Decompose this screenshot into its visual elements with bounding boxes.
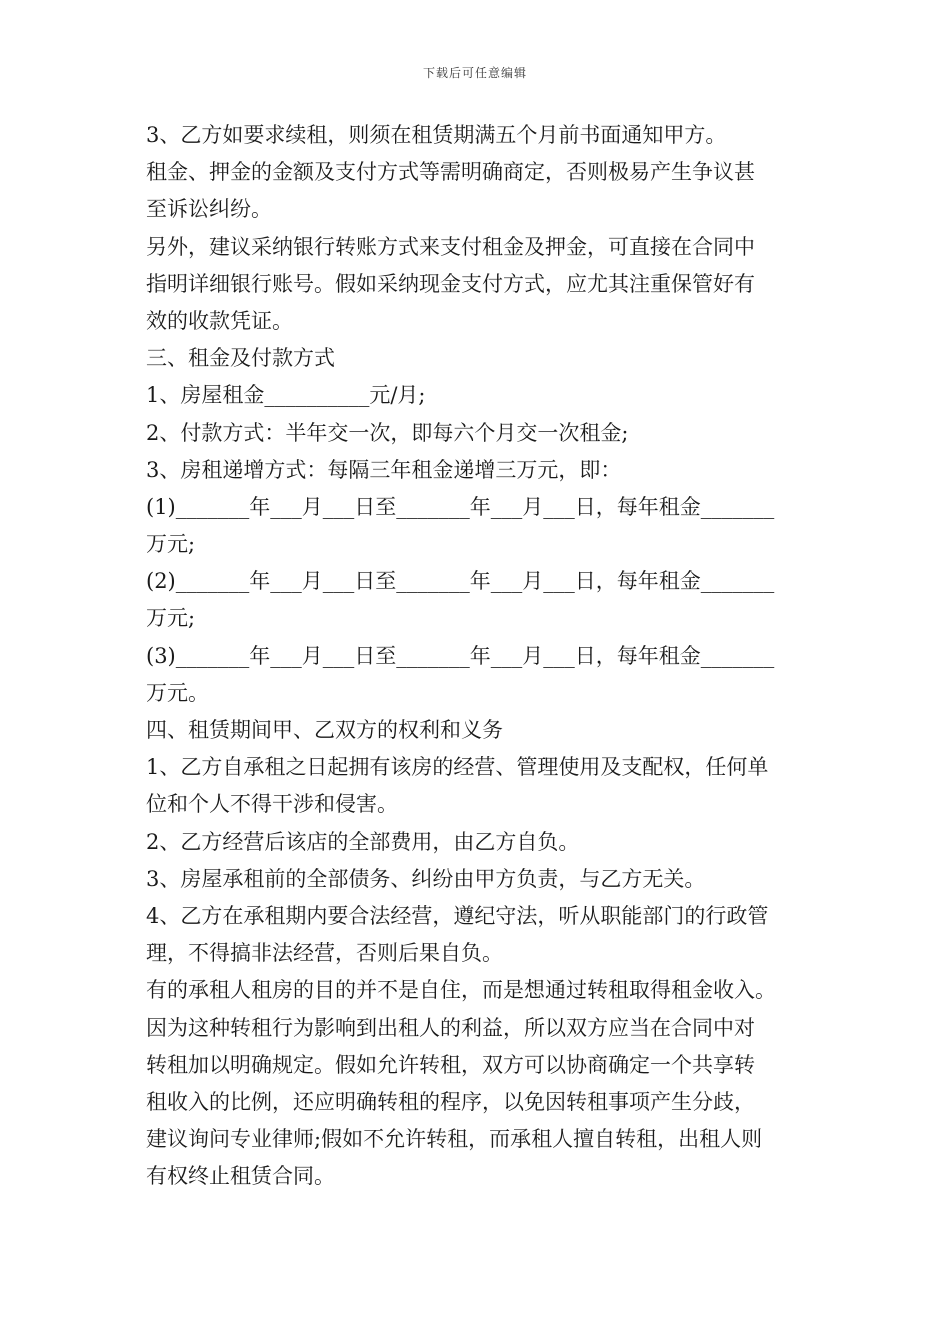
text-line: 3、房租递增方式：每隔三年租金递增三万元，即： xyxy=(146,457,622,482)
text-line: 有权终止租赁合同。 xyxy=(146,1164,335,1189)
text-line: 万元。 xyxy=(146,680,209,705)
text-line: (1)_______年___月___日至_______年___月___日，每年租金_______ xyxy=(146,494,775,519)
text-line: 1、乙方自承租之日起拥有该房的经营、管理使用及支配权，任何单 xyxy=(146,755,769,780)
text-line: 万元; xyxy=(146,606,196,631)
text-line: 建议询问专业律师;假如不允许转租，而承租人擅自转租，出租人则 xyxy=(146,1127,763,1152)
text-line: 租金、押金的金额及支付方式等需明确商定，否则极易产生争议甚 xyxy=(146,160,755,185)
text-line: 指明详细银行账号。假如采纳现金支付方式，应尤其注重保管好有 xyxy=(146,271,755,296)
text-line: 有的承租人租房的目的并不是自住，而是想通过转租取得租金收入。 xyxy=(146,978,776,1003)
text-line: 位和个人不得干涉和侵害。 xyxy=(146,792,398,817)
text-line: 至诉讼纠纷。 xyxy=(146,197,272,222)
text-line: 3、房屋承租前的全部债务、纠纷由甲方负责，与乙方无关。 xyxy=(146,866,706,891)
page-header: 下载后可任意编辑 xyxy=(422,66,527,80)
document-body xyxy=(146,117,826,1195)
text-line: 因为这种转租行为影响到出租人的利益，所以双方应当在合同中对 xyxy=(146,1015,755,1040)
text-line: 另外，建议采纳银行转账方式来支付租金及押金，可直接在合同中 xyxy=(146,234,755,259)
text-line: 2、付款方式：半年交一次，即每六个月交一次租金; xyxy=(146,420,629,445)
section-heading: 四、租赁期间甲、乙双方的权利和义务 xyxy=(146,718,503,742)
text-line: 租收入的比例，还应明确转租的程序，以免因转租事项产生分歧， xyxy=(146,1089,755,1114)
text-line: 万元; xyxy=(146,532,196,557)
section-heading: 三、租金及付款方式 xyxy=(146,346,335,371)
text-line: (2)_______年___月___日至_______年___月___日，每年租金_______ xyxy=(146,569,775,594)
text-line: 2、乙方经营后该店的全部费用，由乙方自负。 xyxy=(146,829,580,854)
text-line: 理，不得搞非法经营，否则后果自负。 xyxy=(146,941,503,966)
text-line: 效的收款凭证。 xyxy=(146,308,293,333)
text-line: 3、乙方如要求续租，则须在租赁期满五个月前书面通知甲方。 xyxy=(146,123,727,147)
text-line: 4、乙方在承租期内要合法经营，遵纪守法，听从职能部门的行政管 xyxy=(146,903,769,928)
text-line: 1、房屋租金__________元/月; xyxy=(146,383,426,408)
text-line: 转租加以明确规定。假如允许转租，双方可以协商确定一个共享转 xyxy=(146,1052,755,1077)
text-line: (3)_______年___月___日至_______年___月___日，每年租金_______ xyxy=(146,643,775,668)
